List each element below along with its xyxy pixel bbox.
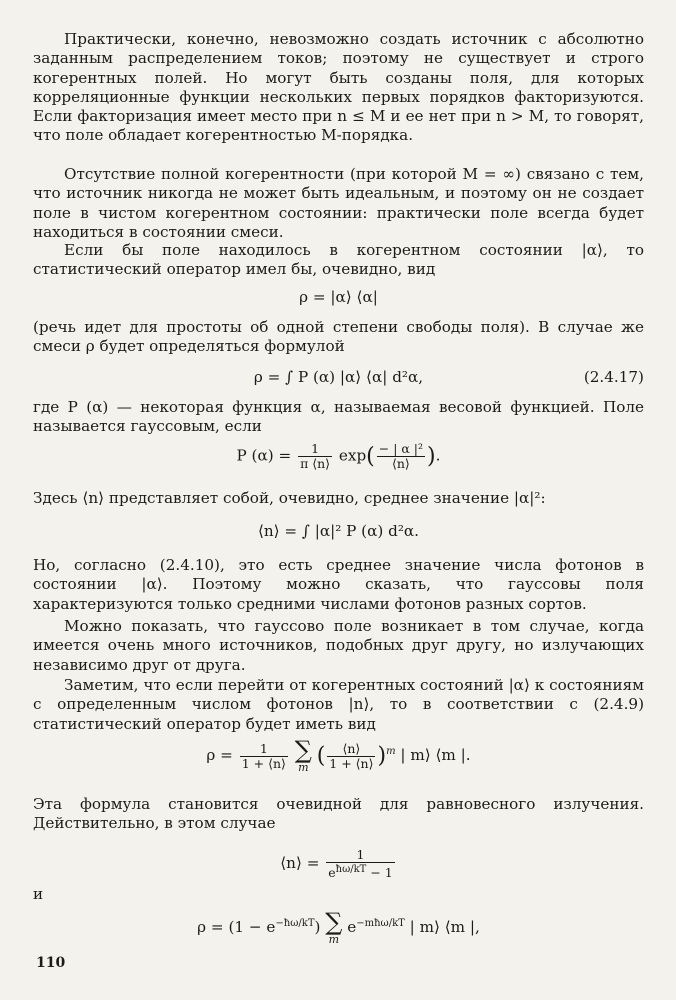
number-close-paren: )	[377, 743, 387, 769]
equation-mixture: ρ = ∫ P (α) |α⟩ ⟨α| d²α,	[253, 368, 424, 386]
gauss-close-paren: )	[427, 444, 436, 469]
thermal-sum-index: m	[328, 933, 340, 946]
equation-gaussian: P (α) = $\frac{1}{\pi ⟨n⟩}$ exp( $\frac{\text{− | α |²}}{⟨n⟩}$ ).	[236, 441, 441, 471]
gauss-exponent-fraction	[377, 442, 425, 471]
planck-den-tail: − 1	[370, 865, 393, 881]
paragraph-coherence-practical: Практически, конечно, невозможно создать источник с абсолютно заданным распределением токов; поэтому не существует и строго когерентных полей. Но могут быть созданы поля, для которых корреляционные функции нескольких первых порядков факторизуются. Если факторизация имеет место при n ≤ M и ее нет при n > M, то говорят, что поле обладает когерентностью M-порядка.	[33, 30, 644, 145]
planck-denominator	[326, 862, 395, 880]
number-prefactor-denominator: 1 + ⟨n⟩	[241, 755, 286, 771]
page-number: 110	[36, 955, 66, 971]
number-sum-index: m	[298, 761, 309, 774]
number-prefactor-fraction	[240, 742, 288, 771]
number-ratio-denominator: 1 + ⟨n⟩	[329, 755, 374, 771]
equation-planck-mean	[33, 848, 644, 880]
gauss-lhs: P (α) =	[236, 446, 292, 465]
paragraph-equilibrium: Эта формула становится очевидной для равновесного излучения. Действительно, в этом случае	[33, 795, 644, 833]
number-lhs: ρ =	[206, 746, 233, 764]
thermal-exponent-1: −ħω/kT	[275, 917, 315, 929]
paragraph-number-states: Заметим, что если перейти от когерентных состояний |α⟩ к состояниям с определенным числом фотонов |n⟩, то в соответствии с (2.4.9) статистический оператор будет иметь вид	[33, 676, 644, 733]
paragraph-partial-coherence: Отсутствие полной когерентности (при которой M = ∞) связано с тем, что источник никогда не может быть идеальным, и поэтому он не создает поле в чистом когерентном состоянии: практически поле всегда будет находиться в состоянии смеси.	[33, 165, 644, 241]
conjunction-and: и	[33, 885, 44, 903]
number-ratio-numerator: ⟨n⟩	[342, 740, 361, 756]
paragraph-weight-function: где P (α) — некоторая функция α, называемая весовой функцией. Поле называется гауссовым, если	[33, 398, 644, 436]
thermal-tail: | m⟩ ⟨m |,	[409, 918, 480, 936]
planck-lhs: ⟨n⟩ =	[280, 854, 320, 873]
gauss-prefactor-fraction	[298, 442, 332, 471]
number-open-paren: (	[316, 743, 326, 769]
number-sum	[295, 738, 312, 774]
gauss-exp: exp	[338, 446, 367, 465]
equation-number-2-4-17: (2.4.17)	[583, 368, 644, 386]
number-power: m	[386, 745, 396, 757]
number-tail: | m⟩ ⟨m |.	[400, 746, 471, 764]
gauss-prefactor-denominator: π ⟨n⟩	[300, 456, 331, 471]
gauss-exponent-numerator: − | α |²	[378, 441, 424, 456]
planck-den-exponent: ħω/kT	[335, 864, 367, 875]
planck-numerator: 1	[356, 847, 365, 862]
number-ratio-fraction	[327, 742, 375, 771]
number-prefactor-numerator: 1	[259, 740, 268, 756]
thermal-mid: )	[314, 918, 321, 936]
gauss-prefactor-numerator: 1	[311, 441, 320, 456]
paragraph-mean-value: Здесь ⟨n⟩ представляет собой, очевидно, среднее значение |α|²:	[33, 489, 546, 507]
planck-den-base: e	[328, 865, 336, 881]
paragraph-many-sources: Можно показать, что гауссово поле возникает в том случае, когда имеется очень много источников, подобных друг другу, но излучающих независимо друг от друга.	[33, 617, 644, 674]
equation-coherent-operator: ρ = |α⟩ ⟨α|	[299, 288, 378, 306]
thermal-exponent-2: −mħω/kT	[356, 917, 405, 929]
equation-thermal-operator	[33, 910, 644, 946]
paragraph-coherent-state: Если бы поле находилось в когерентном состоянии |α⟩, то статистический оператор имел бы, очевидно, вид	[33, 241, 644, 279]
thermal-e: e	[347, 918, 357, 936]
thermal-lhs: ρ = (1 − e	[197, 918, 276, 936]
thermal-sum	[325, 910, 342, 946]
planck-fraction	[326, 848, 395, 880]
equation-number-state-operator	[33, 738, 644, 774]
thermal-sum-sign: ∑	[325, 908, 343, 936]
gauss-open-paren: (	[366, 444, 375, 469]
paragraph-gaussian-photons: Но, согласно (2.4.10), это есть среднее значение числа фотонов в состоянии |α⟩. Поэтому можно сказать, что гауссовы поля характеризуются только средними числами фотонов разных сортов.	[33, 556, 644, 613]
paragraph-mixture-intro: (речь идет для простоты об одной степени свободы поля). В случае же смеси ρ будет определяться формулой	[33, 318, 644, 356]
gauss-exponent-denominator: ⟨n⟩	[377, 456, 425, 471]
equation-mean-photon-number: ⟨n⟩ = ∫ |α|² P (α) d²α.	[257, 522, 420, 540]
number-sum-sign: ∑	[294, 736, 312, 764]
